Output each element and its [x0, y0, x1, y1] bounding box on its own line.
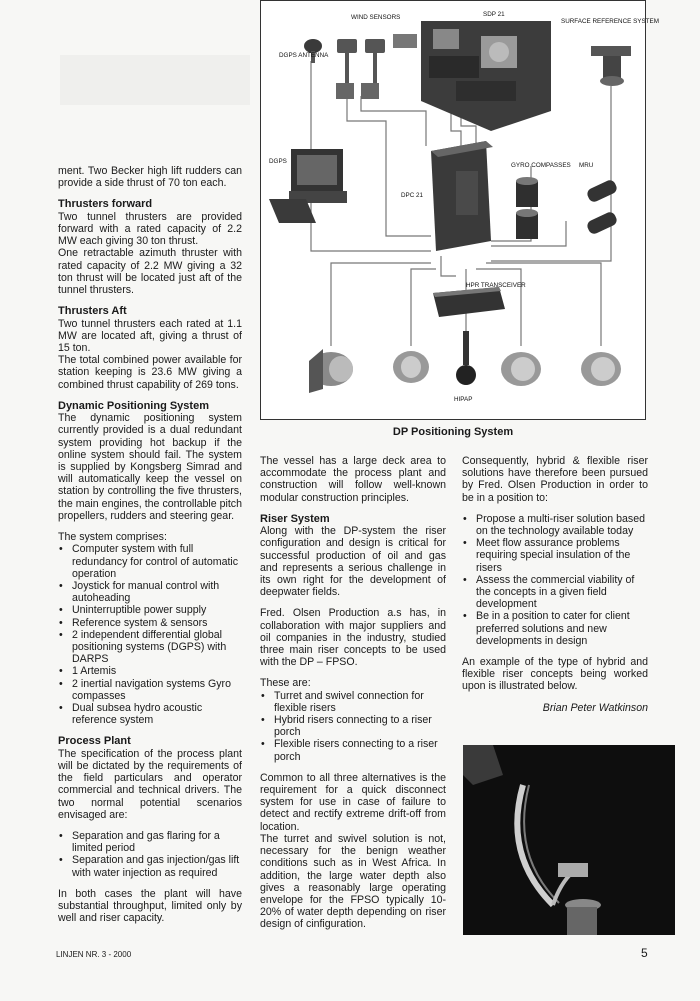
- page-number: 5: [641, 946, 648, 960]
- paragraph: One retractable azimuth thruster with rated capacity of 2.2 MW giving a 32 ton thrust will be located just aft of the tunnel thrusters.: [58, 247, 242, 297]
- riser-goals-list: [462, 513, 648, 647]
- paragraph: Two tunnel thrusters each rated at 1.1 MW are located aft, giving a thrust of 15 ton.: [58, 317, 242, 355]
- list-item: • Joystick for manual control with autoheading: [58, 580, 242, 604]
- wind-sensors-icon: [336, 34, 417, 99]
- paragraph: An example of the type of hybrid and flexible riser concepts being worked upon is illustrated below.: [462, 656, 648, 693]
- list-item: • Separation and gas flaring for a limited period: [58, 830, 242, 854]
- dgps-antenna-icon: [304, 39, 322, 63]
- list-item: • Uninterruptible power supply: [58, 604, 242, 616]
- paragraph: In both cases the plant will have substantial throughput, limited only by well and riser capacity.: [58, 887, 242, 925]
- list-item: • Be in a position to cater for client preferred solutions and new developments in design: [462, 610, 648, 647]
- column-right: [462, 455, 648, 723]
- list-item: • Dual subsea hydro acoustic reference system: [58, 702, 242, 726]
- label-wind-sensors: WIND SENSORS: [351, 14, 401, 21]
- heading-riser-system: Riser System: [260, 512, 330, 525]
- label-sdp21: SDP 21: [483, 11, 505, 18]
- list-item: • Turret and swivel connection for flexible risers: [260, 690, 446, 714]
- diagram-svg: [261, 1, 659, 421]
- list-item: • 2 inertial navigation systems Gyro compasses: [58, 678, 242, 702]
- gyro-compasses-icon: [516, 177, 538, 239]
- paragraph: The total combined power available for station keeping is 23.6 MW giving a combined thrust capability of 269 tons.: [58, 354, 242, 391]
- label-dgps: DGPS: [269, 158, 287, 165]
- column-middle: [260, 455, 446, 940]
- hipap-icon: [456, 331, 476, 385]
- heading-thrusters-aft: Thrusters Aft: [58, 305, 127, 318]
- surface-reference-icon: [591, 46, 631, 86]
- process-plant-list: [58, 830, 242, 879]
- list-item: • Reference system & sensors: [58, 617, 242, 629]
- paragraph: The specification of the process plant will be dictated by the requirements of the field particulars and operator commercial and technical drivers. The two normal potential scenarios envisaged are:: [58, 747, 242, 821]
- paragraph: Consequently, hybrid & flexible riser solutions have therefore been pursued by Fred. Olsen Production in order to be in a position to:: [462, 455, 648, 504]
- paragraph: Fred. Olsen Production a.s has, in collaboration with major suppliers and oil companies in the industry, studied three main riser concepts to be used with the DP – FPSO.: [260, 607, 446, 669]
- list-item: • 2 independent differential global positioning systems (DGPS) with DARPS: [58, 629, 242, 666]
- label-gyro: GYRO COMPASSES: [511, 162, 571, 169]
- dp-system-diagram: [260, 0, 659, 420]
- list-item: • Assess the commercial viability of the concepts in a given field development: [462, 574, 648, 611]
- dp-components-list: [58, 543, 242, 726]
- list-intro: These are:: [260, 677, 311, 690]
- list-item: • Separation and gas injection/gas lift with water injection as required: [58, 854, 242, 878]
- riser-photo: [463, 745, 675, 935]
- paragraph: Two tunnel thrusters are provided forward with a rated capacity of 2.2 MW each giving 30 ton thrust.: [58, 210, 242, 248]
- hpr-transceiver-icon: [433, 287, 505, 317]
- list-item: • Propose a multi-riser solution based on the technology available today: [462, 513, 648, 537]
- column-left: [58, 165, 242, 933]
- list-item: • 1 Artemis: [58, 665, 242, 677]
- label-mru: MRU: [579, 162, 594, 169]
- list-item: • Meet flow assurance problems requiring special insulation of the risers: [462, 537, 648, 574]
- dpc21-cabinet-icon: [431, 141, 493, 251]
- paragraph: The vessel has a large deck area to accommodate the process plant and construction will follow well-known modular construction principles.: [260, 455, 446, 504]
- label-hpr: HPR TRANSCEIVER: [466, 282, 526, 289]
- sdp21-console-icon: [421, 21, 551, 131]
- list-item: • Flexible risers connecting to a riser porch: [260, 738, 446, 762]
- intro-paragraph: ment. Two Becker high lift rudders can provide a side thrust of 70 ton each.: [58, 165, 242, 190]
- paragraph: The turret and swivel solution is not, necessary for the benign weather conditions such as in West Africa. In addition, the large water depth also gives a reasonably large operating envelope for the FPSO typically 10-20% of water depth depending on riser design of cinfiguration.: [260, 832, 446, 931]
- paragraph: Along with the DP-system the riser configuration and design is critical for successful production of oil and gas and represents a serious challenge in its own right for the development of deepwater fields.: [260, 525, 446, 599]
- mru-icon: [585, 178, 618, 235]
- heading-thrusters-forward: Thrusters forward: [58, 198, 153, 211]
- list-intro: The system comprises:: [58, 531, 167, 544]
- heading-dynamic-positioning: Dynamic Positioning System: [58, 399, 209, 412]
- riser-photo-art: [463, 745, 675, 935]
- bleed-through-ghost: [60, 55, 250, 105]
- heading-process-plant: Process Plant: [58, 735, 131, 748]
- author-byline: Brian Peter Watkinson: [542, 701, 648, 714]
- list-item: • Hybrid risers connecting to a riser porch: [260, 714, 446, 738]
- paragraph: Common to all three alternatives is the requirement for a quick disconnect system for use in case of failure to detect and rectify extreme drift-off from location.: [260, 771, 446, 833]
- label-hipap: HIPAP: [454, 396, 473, 403]
- riser-concepts-list: [260, 690, 446, 763]
- list-item: • Computer system with full redundancy for control of automatic operation: [58, 543, 242, 580]
- label-dgps-antenna: DGPS ANTENNA: [279, 52, 329, 59]
- footer-publication: LINJEN NR. 3 - 2000: [56, 950, 132, 959]
- figure-caption: DP Positioning System: [392, 426, 514, 438]
- paragraph: The dynamic positioning system currently provided is a dual redundant system providing hot backup if the online system should fail. The system is supplied by Kongsberg Simrad and will automatically keep the vessel on station by controlling the five thrusters, the main engines, the controllable pitch propellers, rudders and steering gear.: [58, 412, 242, 522]
- label-dpc21: DPC 21: [401, 192, 424, 199]
- label-surface-reference: SURFACE REFERENCE SYSTEM: [561, 18, 659, 25]
